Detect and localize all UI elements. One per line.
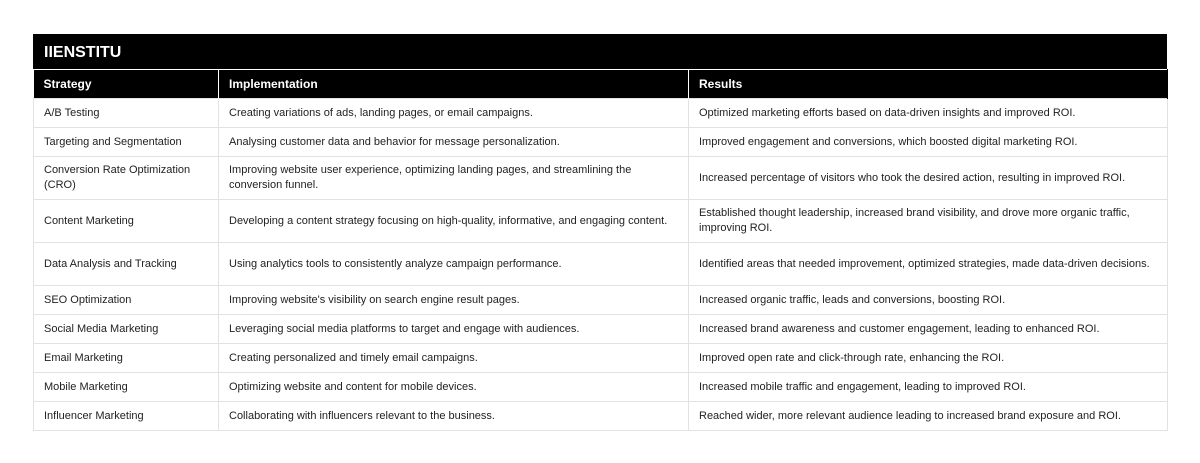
header-row	[34, 70, 1168, 99]
cell-strategy: Social Media Marketing	[34, 315, 219, 344]
table-row	[34, 243, 1168, 286]
cell-strategy: Content Marketing	[34, 200, 219, 243]
cell-implementation: Creating variations of ads, landing pages, or email campaigns.	[219, 99, 689, 128]
table-row	[34, 315, 1168, 344]
strategy-table	[33, 69, 1168, 431]
cell-strategy: SEO Optimization	[34, 286, 219, 315]
cell-results: Identified areas that needed improvement, optimized strategies, made data-driven decisions.	[689, 243, 1168, 286]
cell-implementation: Creating personalized and timely email campaigns.	[219, 344, 689, 373]
table-row	[34, 99, 1168, 128]
brand-title: IIENSTITU	[33, 34, 1167, 69]
table-row	[34, 200, 1168, 243]
cell-results: Improved engagement and conversions, which boosted digital marketing ROI.	[689, 128, 1168, 157]
cell-implementation: Optimizing website and content for mobile devices.	[219, 373, 689, 402]
table-header	[34, 70, 1168, 99]
cell-strategy: A/B Testing	[34, 99, 219, 128]
cell-implementation: Using analytics tools to consistently analyze campaign performance.	[219, 243, 689, 286]
column-header-implementation: Implementation	[219, 70, 689, 99]
cell-results: Reached wider, more relevant audience leading to increased brand exposure and ROI.	[689, 402, 1168, 431]
cell-results: Improved open rate and click-through rate, enhancing the ROI.	[689, 344, 1168, 373]
cell-results: Increased mobile traffic and engagement, leading to improved ROI.	[689, 373, 1168, 402]
cell-results: Increased brand awareness and customer engagement, leading to enhanced ROI.	[689, 315, 1168, 344]
cell-implementation: Developing a content strategy focusing on high-quality, informative, and engaging content.	[219, 200, 689, 243]
cell-results: Established thought leadership, increased brand visibility, and drove more organic traffic, improving ROI.	[689, 200, 1168, 243]
cell-results: Optimized marketing efforts based on data-driven insights and improved ROI.	[689, 99, 1168, 128]
cell-results: Increased organic traffic, leads and conversions, boosting ROI.	[689, 286, 1168, 315]
cell-implementation: Leveraging social media platforms to target and engage with audiences.	[219, 315, 689, 344]
column-header-results: Results	[689, 70, 1168, 99]
cell-strategy: Email Marketing	[34, 344, 219, 373]
table-row	[34, 373, 1168, 402]
cell-strategy: Mobile Marketing	[34, 373, 219, 402]
cell-strategy: Conversion Rate Optimization (CRO)	[34, 157, 219, 200]
table-row	[34, 157, 1168, 200]
cell-implementation: Improving website's visibility on search engine result pages.	[219, 286, 689, 315]
cell-implementation: Improving website user experience, optimizing landing pages, and streamlining the conversion funnel.	[219, 157, 689, 200]
cell-strategy: Data Analysis and Tracking	[34, 243, 219, 286]
table-body	[34, 99, 1168, 431]
cell-strategy: Targeting and Segmentation	[34, 128, 219, 157]
cell-implementation: Analysing customer data and behavior for message personalization.	[219, 128, 689, 157]
table-row	[34, 128, 1168, 157]
cell-results: Increased percentage of visitors who took the desired action, resulting in improved ROI.	[689, 157, 1168, 200]
table-row	[34, 402, 1168, 431]
column-header-strategy: Strategy	[34, 70, 219, 99]
cell-implementation: Collaborating with influencers relevant to the business.	[219, 402, 689, 431]
table-container	[33, 34, 1167, 431]
table-row	[34, 286, 1168, 315]
table-row	[34, 344, 1168, 373]
cell-strategy: Influencer Marketing	[34, 402, 219, 431]
